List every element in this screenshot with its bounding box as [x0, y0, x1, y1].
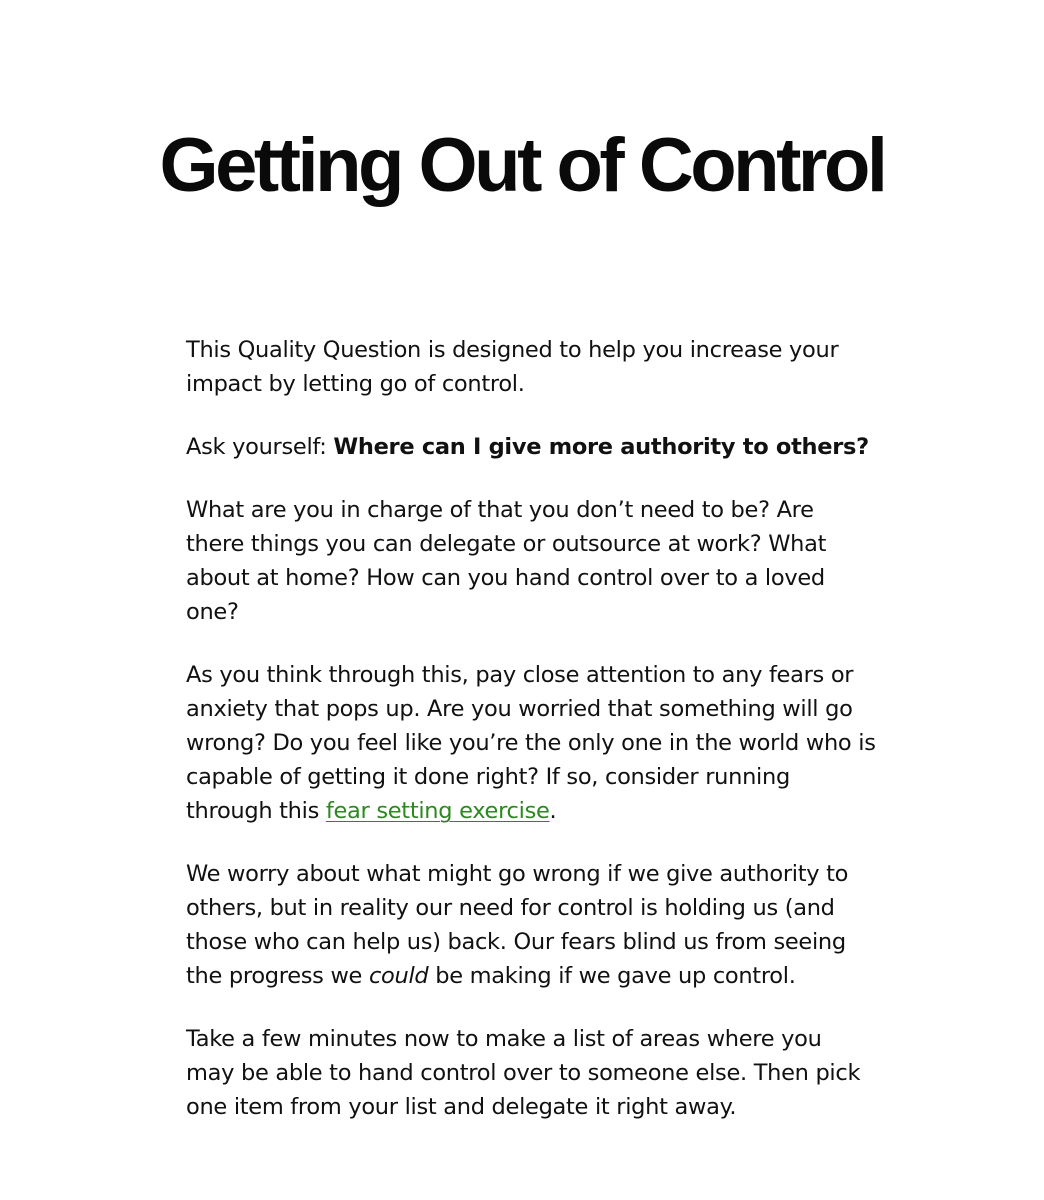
- prompt-questions-text: What are you in charge of that you don’t need to be? Are there things you can delegate or outsource at work? What about at home? How can you hand control over to a loved one?: [186, 497, 827, 625]
- fears-paragraph: [186, 658, 876, 828]
- action-paragraph: [186, 1022, 876, 1124]
- ask-yourself-paragraph: [186, 430, 876, 464]
- page-title: Getting Out of Control: [159, 123, 885, 208]
- could-emphasis: could: [368, 963, 429, 989]
- control-text: We worry about what might go wrong if we give authority to others, but in reality our need for control is holding us (and those who can help us) back. Our fears blind us from seeing the progress we: [186, 861, 849, 989]
- fears-end: .: [549, 798, 557, 824]
- control-paragraph: [186, 857, 876, 993]
- prompt-questions-paragraph: [186, 493, 876, 629]
- fear-setting-exercise-link[interactable]: fear setting exercise: [325, 798, 550, 824]
- action-text: Take a few minutes now to make a list of areas where you may be able to hand control over to someone else. Then pick one item from your list and delegate it right away.: [186, 1026, 861, 1120]
- article-body: [186, 333, 876, 1153]
- fears-text: As you think through this, pay close attention to any fears or anxiety that pops up. Are you worried that something will go wrong? Do you feel like you’re the only one in the world who is capable of getting it done right? If so, consider running through this: [186, 662, 876, 824]
- ask-yourself-prefix: Ask yourself:: [186, 434, 334, 460]
- intro-paragraph: [186, 333, 876, 401]
- control-end: be making if we gave up control.: [428, 963, 796, 989]
- quality-question: Where can I give more authority to others?: [333, 434, 869, 460]
- intro-text: This Quality Question is designed to help you increase your impact by letting go of control.: [186, 337, 839, 397]
